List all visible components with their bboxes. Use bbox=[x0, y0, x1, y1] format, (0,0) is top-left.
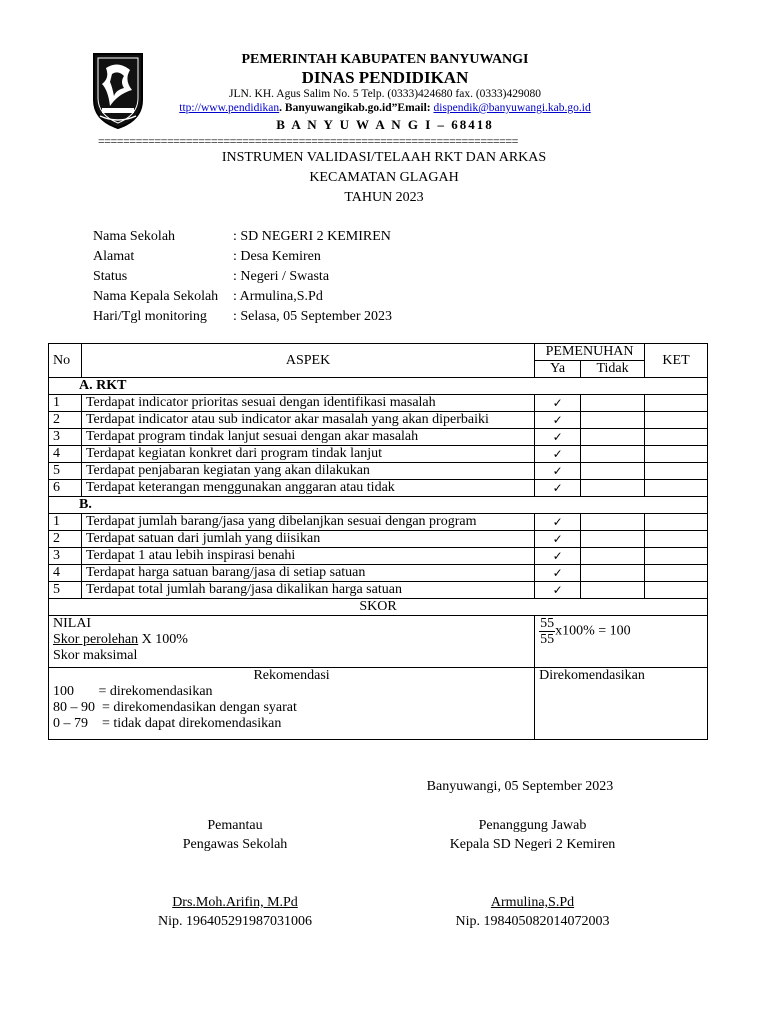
table-row bbox=[49, 463, 708, 480]
row-aspect: Terdapat keterangan menggunakan anggaran atau tidak bbox=[81, 480, 534, 497]
tidak-cell bbox=[581, 565, 645, 582]
info-label: Alamat bbox=[93, 249, 135, 264]
check-mark-icon: ✓ bbox=[535, 480, 581, 497]
row-number: 3 bbox=[49, 429, 82, 446]
skor-maksimal: Skor maksimal bbox=[53, 648, 138, 663]
table-row bbox=[49, 429, 708, 446]
nilai-result-cell bbox=[535, 616, 708, 668]
skor-perolehan: Skor perolehan bbox=[53, 632, 139, 647]
row-aspect: Terdapat harga satuan barang/jasa di setiap satuan bbox=[81, 565, 534, 582]
row-number: 3 bbox=[49, 548, 82, 565]
table-row bbox=[49, 548, 708, 565]
header-pemenuhan: PEMENUHAN bbox=[535, 344, 645, 361]
row-aspect: Terdapat satuan dari jumlah yang diisikan bbox=[81, 531, 534, 548]
skor-formula bbox=[53, 632, 530, 648]
tidak-cell bbox=[581, 429, 645, 446]
info-value: : Negeri / Swasta bbox=[233, 269, 330, 284]
check-mark-icon: ✓ bbox=[535, 412, 581, 429]
ket-cell bbox=[645, 582, 708, 599]
table-row bbox=[49, 565, 708, 582]
tidak-cell bbox=[581, 582, 645, 599]
left-signer-name: Drs.Moh.Arifin, M.Pd bbox=[172, 895, 298, 910]
ket-cell bbox=[645, 412, 708, 429]
doc-title-2: KECAMATAN GLAGAH bbox=[309, 170, 459, 185]
website-rest: . Banyuwangikab.go.id”Email: bbox=[279, 102, 434, 114]
check-mark-icon: ✓ bbox=[535, 446, 581, 463]
header-government: PEMERINTAH KABUPATEN BANYUWANGI bbox=[241, 52, 529, 67]
table-row bbox=[49, 395, 708, 412]
school-info bbox=[93, 227, 392, 327]
ket-cell bbox=[645, 480, 708, 497]
header-department: DINAS PENDIDIKAN bbox=[301, 68, 469, 87]
check-mark-icon: ✓ bbox=[535, 395, 581, 412]
skor-header: SKOR bbox=[49, 599, 708, 616]
header-ya: Ya bbox=[535, 361, 581, 378]
header-aspek: ASPEK bbox=[81, 344, 534, 378]
row-number: 2 bbox=[49, 412, 82, 429]
row-number: 5 bbox=[49, 463, 82, 480]
info-value: : SD NEGERI 2 KEMIREN bbox=[233, 229, 391, 244]
right-role-1: Penanggung Jawab bbox=[478, 818, 587, 833]
ket-cell bbox=[645, 514, 708, 531]
info-value: : Desa Kemiren bbox=[233, 249, 321, 264]
row-number: 4 bbox=[49, 446, 82, 463]
row-aspect: Terdapat program tindak lanjut sesuai dengan akar masalah bbox=[81, 429, 534, 446]
header-contact bbox=[140, 102, 630, 114]
info-value: : Armulina,S.Pd bbox=[233, 289, 323, 304]
row-aspect: Terdapat 1 atau lebih inspirasi benahi bbox=[81, 548, 534, 565]
row-number: 5 bbox=[49, 582, 82, 599]
doc-title-1: INSTRUMEN VALIDASI/TELAAH RKT DAN ARKAS bbox=[221, 150, 547, 165]
tidak-cell bbox=[581, 548, 645, 565]
left-signer-nip: Nip. 196405291987031006 bbox=[158, 914, 312, 929]
tidak-cell bbox=[581, 480, 645, 497]
rekomendasi-cell bbox=[49, 668, 535, 740]
email-link[interactable]: dispendik@banyuwangi.kab.go.id bbox=[433, 102, 591, 114]
tidak-cell bbox=[581, 531, 645, 548]
row-aspect: Terdapat indicator atau sub indicator akar masalah yang akan diperbaiki bbox=[81, 412, 534, 429]
tidak-cell bbox=[581, 412, 645, 429]
skor-multiplier: X 100% bbox=[138, 632, 188, 647]
row-aspect: Terdapat total jumlah barang/jasa dikalikan harga satuan bbox=[81, 582, 534, 599]
score-fraction bbox=[539, 616, 555, 647]
nilai-label: NILAI bbox=[53, 616, 92, 631]
row-number: 4 bbox=[49, 565, 82, 582]
ket-cell bbox=[645, 446, 708, 463]
table-row bbox=[49, 480, 708, 497]
header-ket: KET bbox=[645, 344, 708, 378]
row-aspect: Terdapat kegiatan konkret dari program tindak lanjut bbox=[81, 446, 534, 463]
check-mark-icon: ✓ bbox=[535, 463, 581, 480]
rekomendasi-line: 100 = direkomendasikan bbox=[53, 684, 213, 699]
right-signer-name: Armulina,S.Pd bbox=[490, 895, 575, 910]
info-row bbox=[93, 287, 392, 307]
right-signer-nip: Nip. 198405082014072003 bbox=[455, 914, 610, 929]
info-row bbox=[93, 247, 392, 267]
right-role-2: Kepala SD Negeri 2 Kemiren bbox=[449, 837, 616, 852]
tidak-cell bbox=[581, 514, 645, 531]
left-role-2: Pengawas Sekolah bbox=[182, 837, 288, 852]
info-row bbox=[93, 307, 392, 327]
tidak-cell bbox=[581, 395, 645, 412]
info-label: Status bbox=[93, 269, 128, 284]
info-label: Nama Kepala Sekolah bbox=[93, 289, 219, 304]
rekomendasi-title: Rekomendasi bbox=[253, 668, 330, 683]
row-number: 1 bbox=[49, 514, 82, 531]
website-link[interactable]: ttp://www.pendidikan bbox=[179, 102, 280, 114]
info-value: : Selasa, 05 September 2023 bbox=[233, 309, 393, 324]
ket-cell bbox=[645, 463, 708, 480]
fraction-result: x100% = 100 bbox=[555, 623, 631, 639]
info-row bbox=[93, 227, 392, 247]
table-row bbox=[49, 514, 708, 531]
row-number: 2 bbox=[49, 531, 82, 548]
ket-cell bbox=[645, 548, 708, 565]
row-aspect: Terdapat penjabaran kegiatan yang akan dilakukan bbox=[81, 463, 534, 480]
ket-cell bbox=[645, 395, 708, 412]
rekomendasi-result: Direkomendasikan bbox=[535, 668, 708, 740]
info-label: Nama Sekolah bbox=[93, 229, 176, 244]
tidak-cell bbox=[581, 463, 645, 480]
table-row bbox=[49, 582, 708, 599]
row-aspect: Terdapat indicator prioritas sesuai dengan identifikasi masalah bbox=[81, 395, 534, 412]
fraction-numerator: 55 bbox=[540, 616, 555, 631]
info-row bbox=[93, 267, 392, 287]
section-b-title: B. bbox=[49, 497, 708, 514]
header-city: B A N Y U W A N G I – 68418 bbox=[276, 117, 494, 132]
check-mark-icon: ✓ bbox=[535, 514, 581, 531]
ket-cell bbox=[645, 565, 708, 582]
tidak-cell bbox=[581, 446, 645, 463]
banyuwangi-emblem-logo bbox=[88, 50, 148, 132]
rekomendasi-line: 80 – 90 = direkomendasikan dengan syarat bbox=[53, 700, 297, 715]
row-aspect: Terdapat jumlah barang/jasa yang dibelanjkan sesuai dengan program bbox=[81, 514, 534, 531]
header-tidak: Tidak bbox=[581, 361, 645, 378]
header-rule: =================================================================== bbox=[98, 134, 518, 148]
section-a-title: A. RKT bbox=[49, 378, 708, 395]
table-row bbox=[49, 531, 708, 548]
fraction-denominator: 55 bbox=[540, 632, 555, 647]
ket-cell bbox=[645, 531, 708, 548]
header-address: JLN. KH. Agus Salim No. 5 Telp. (0333)424680 fax. (0333)429080 bbox=[228, 88, 542, 100]
row-number: 1 bbox=[49, 395, 82, 412]
check-mark-icon: ✓ bbox=[535, 582, 581, 599]
doc-title-3: TAHUN 2023 bbox=[344, 190, 424, 205]
validation-table bbox=[48, 343, 708, 740]
left-role-1: Pemantau bbox=[207, 818, 263, 833]
place-date: Banyuwangi, 05 September 2023 bbox=[426, 779, 614, 794]
ket-cell bbox=[645, 429, 708, 446]
check-mark-icon: ✓ bbox=[535, 565, 581, 582]
info-label: Hari/Tgl monitoring bbox=[93, 309, 207, 324]
check-mark-icon: ✓ bbox=[535, 548, 581, 565]
check-mark-icon: ✓ bbox=[535, 531, 581, 548]
nilai-cell bbox=[49, 616, 535, 668]
check-mark-icon: ✓ bbox=[535, 429, 581, 446]
table-row bbox=[49, 412, 708, 429]
table-row bbox=[49, 446, 708, 463]
header-no: No bbox=[49, 344, 82, 378]
rekomendasi-line: 0 – 79 = tidak dapat direkomendasikan bbox=[53, 716, 282, 731]
row-number: 6 bbox=[49, 480, 82, 497]
